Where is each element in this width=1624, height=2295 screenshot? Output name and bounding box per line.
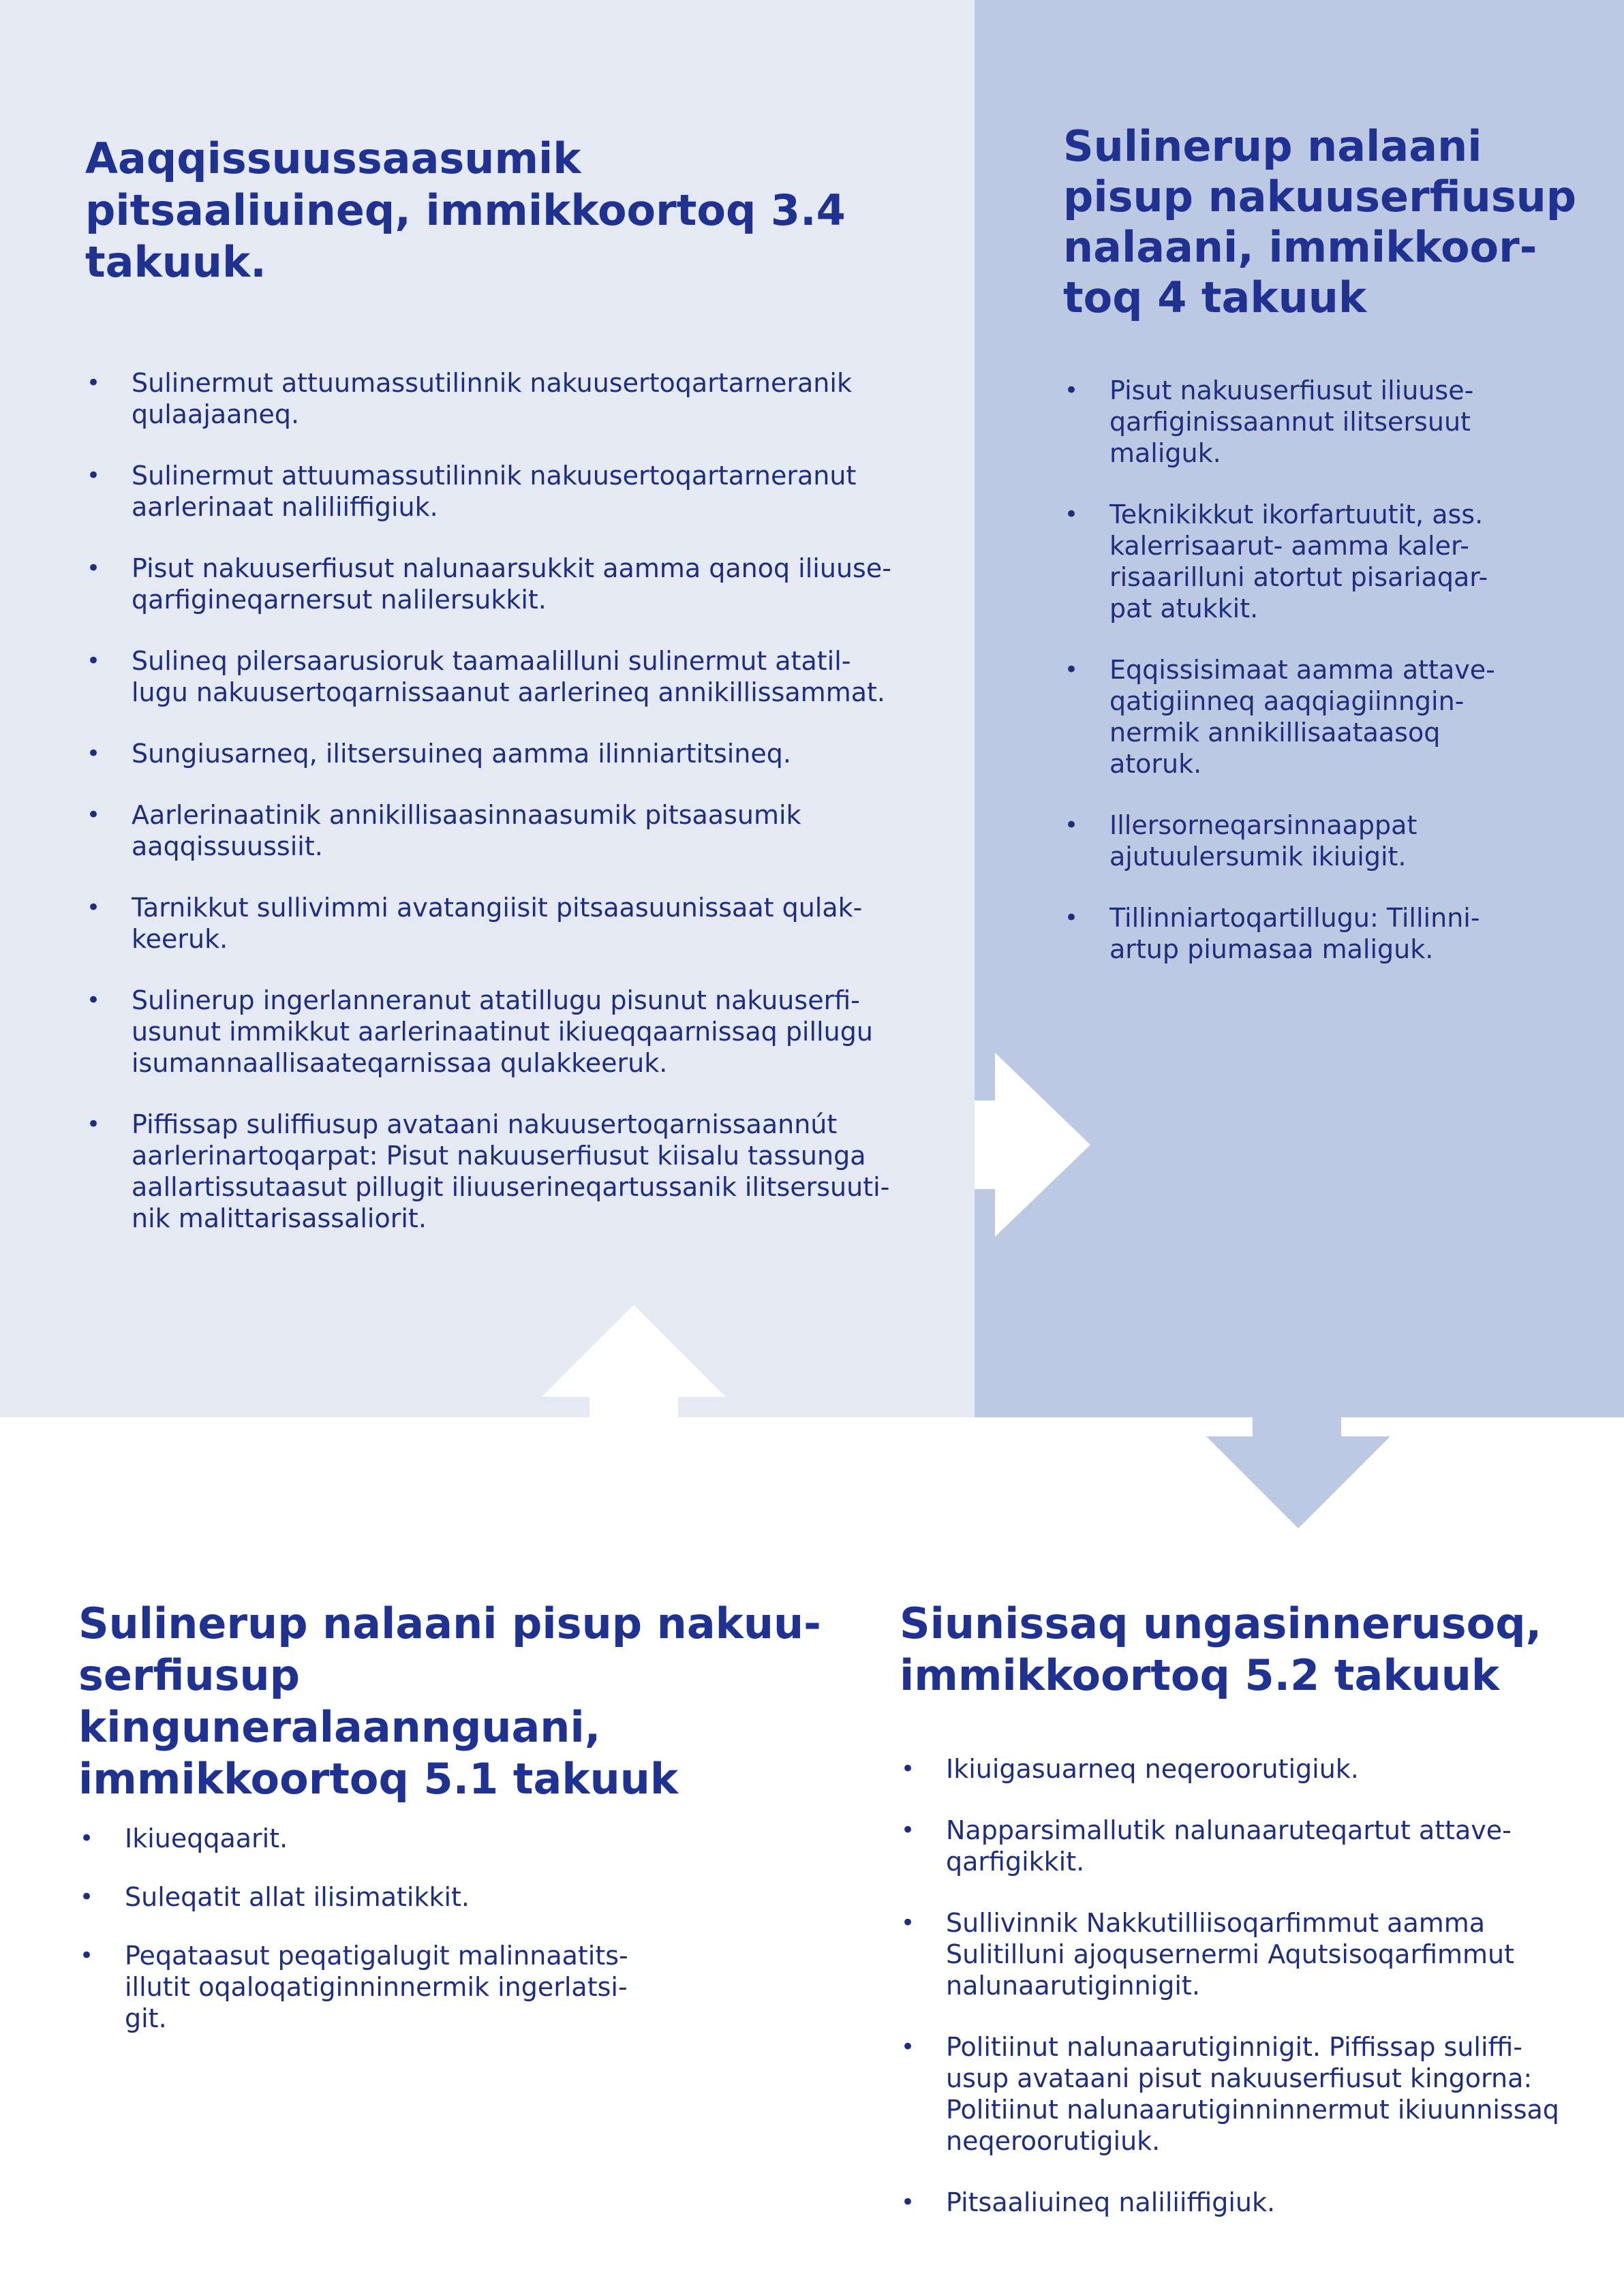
bullet-icon: •: [901, 2033, 915, 2061]
list-item-text: Eqqissisimaat aamma attave- qatigiinneq aaqqiagiinngin- nermik annikillisaataasoq atoruk.: [1109, 655, 1495, 779]
list-item: [85, 892, 944, 955]
list-item-text: Illersorneqarsinnaappat ajutuulersumik ikiuigit.: [1109, 810, 1418, 872]
list-item-text: Napparsimallutik nalunaaruteqartut attave- qarfigikkit.: [946, 1815, 1512, 1877]
bullet-icon: •: [1064, 656, 1079, 683]
list-item: [1063, 499, 1608, 624]
list-item-text: Sulinerup ingerlanneranut atatillugu pisunut nakuuserfi- usunut immikkut aarlerinaatinut ikiueqqaarnissaq pillugu isumannaallisaateqarnissaa qulakkeeruk.: [132, 985, 873, 1078]
list-item-text: Sullivinnik Nakkutilliisoqarfimmut aamma Sulitilluni ajoqusernermi Aqutsisoqarfimmut nalunaarutiginnigit.: [946, 1908, 1515, 2001]
bullet-icon: •: [1064, 812, 1079, 839]
bullet-icon: •: [87, 1111, 101, 1138]
bullet-list: [85, 367, 944, 1234]
bullet-icon: •: [80, 1883, 94, 1911]
list-item: [1063, 902, 1608, 965]
arrow-right-icon: [975, 1053, 1090, 1237]
bullet-icon: •: [87, 801, 101, 829]
list-item-text: Ikiueqqaarit.: [125, 1823, 288, 1853]
bullet-icon: •: [87, 369, 101, 397]
list-item: [1063, 375, 1608, 469]
bullet-icon: •: [87, 555, 101, 582]
list-item: [900, 1907, 1608, 2001]
list-item-text: Pitsaaliuineq naliliiffigiuk.: [946, 2187, 1276, 2217]
list-item: [85, 645, 944, 708]
list-item-text: Teknikikkut ikorfartuutit, ass. kalerrisaarut- aamma kaler- risaarilluni atortut pisariaqar- pat atukkit.: [1109, 499, 1488, 623]
list-item: [900, 2187, 1608, 2218]
section-immediately-after: [78, 1598, 828, 2061]
list-item-text: Ikiuigasuarneq neqeroorutigiuk.: [946, 1754, 1359, 1784]
list-item: [1063, 654, 1608, 780]
bullet-icon: •: [80, 1825, 94, 1852]
bullet-icon: •: [901, 2189, 915, 2216]
list-item: [85, 367, 944, 430]
list-item: [85, 553, 944, 615]
list-item-text: Sulinermut attuumassutilinnik nakuusertoqartarneranik qulaajaaneq.: [132, 368, 852, 429]
list-item: [85, 985, 944, 1079]
list-item: [85, 799, 944, 862]
section-title: Aaqqissuussaasumik pitsaaliuineq, immikkoortoq 3.4 takuuk.: [85, 134, 846, 287]
bullet-icon: •: [80, 1942, 94, 1969]
bullet-icon: •: [87, 740, 101, 767]
list-item-text: Tarnikkut sullivimmi avatangiisit pitsaasuunissaat qulak- keeruk.: [132, 893, 863, 954]
list-item-text: Sulinermut attuumassutilinnik nakuusertoqartarneranut aarlerinaat naliliiffigiuk.: [132, 461, 857, 522]
list-item-text: Pisut nakuuserfiusut nalunaarsukkit aamma qanoq iliuuse- qarfigineqarnersut nalilersukkit.: [132, 553, 891, 615]
list-item-text: Piffissap suliffiusup avataani nakuusertoqarnissaannút aarlerinartoqarpat: Pisut nakuuserfiusut kiisalu tassunga aallartissutaasut pillugit iliuuserineqartussanik ilitsersuuti- nik malittarisassaliorit.: [132, 1109, 890, 1233]
arrow-up-icon: [542, 1305, 726, 1421]
arrow-down-icon: [1206, 1416, 1390, 1528]
bullet-icon: •: [87, 462, 101, 489]
bullet-icon: •: [901, 1755, 915, 1783]
section-long-term: [900, 1598, 1608, 2248]
bullet-icon: •: [901, 1909, 915, 1937]
bullet-icon: •: [1064, 501, 1079, 528]
section-title: Sulinerup nalaani pisup nakuuserfiusup nalaani, immikkoor- toq 4 takuuk: [1063, 121, 1577, 322]
bullet-list: [78, 1823, 828, 2034]
section-systematic-prevention: [85, 133, 944, 1264]
list-item: [1063, 810, 1608, 872]
list-item: [900, 2031, 1608, 2157]
list-item-text: Suleqatit allat ilisimatikkit.: [125, 1882, 470, 1912]
list-item: [85, 738, 944, 769]
bullet-list: [900, 1753, 1608, 2218]
list-item: [85, 460, 944, 523]
section-title: Sulinerup nalaani pisup nakuu- serfiusup kinguneralaannguani, immikkoortoq 5.1 takuuk: [78, 1599, 821, 1804]
list-item: [78, 1881, 828, 1913]
list-item-text: Sungiusarneq, ilitsersuineq aamma ilinniartitsineq.: [132, 739, 791, 769]
list-item-text: Politiinut nalunaarutiginnigit. Piffissap suliffi- usup avataani pisut nakuuserfiusut kingorna: Politiinut nalunaarutiginninnermut ikiuunnissaq neqeroorutigiuk.: [946, 2032, 1559, 2156]
list-item-text: Peqataasut peqatigalugit malinnaatits- illutit oqaloqatiginninnermik ingerlatsi- git.: [125, 1941, 628, 2033]
bullet-icon: •: [87, 894, 101, 921]
list-item: [900, 1815, 1608, 1877]
list-item: [900, 1753, 1608, 1785]
bullet-icon: •: [901, 1817, 915, 1844]
bullet-list: [1063, 375, 1608, 965]
list-item-text: Aarlerinaatinik annikillisaasinnaasumik pitsaasumik aaqqissuussiit.: [132, 800, 801, 861]
bullet-icon: •: [87, 987, 101, 1014]
bullet-icon: •: [1064, 904, 1079, 931]
list-item-text: Tillinniartoqartillugu: Tillinni- artup piumasaa maliguk.: [1109, 903, 1480, 964]
section-title: Siunissaq ungasinnerusoq, immikkoortoq 5.2 takuuk: [900, 1599, 1542, 1700]
list-item: [78, 1823, 828, 1854]
list-item-text: Pisut nakuuserfiusut iliuuse- qarfiginissaannut ilitsersuut maliguk.: [1109, 375, 1474, 468]
bullet-icon: •: [87, 647, 101, 675]
bullet-icon: •: [1064, 377, 1079, 404]
list-item: [78, 1940, 828, 2034]
list-item-text: Sulineq pilersaarusioruk taamaalilluni sulinermut atatil- lugu nakuusertoqarnissaanut aarlerineq annikillissammat.: [132, 646, 885, 707]
section-during-incident: [1063, 121, 1608, 995]
list-item: [85, 1109, 944, 1234]
